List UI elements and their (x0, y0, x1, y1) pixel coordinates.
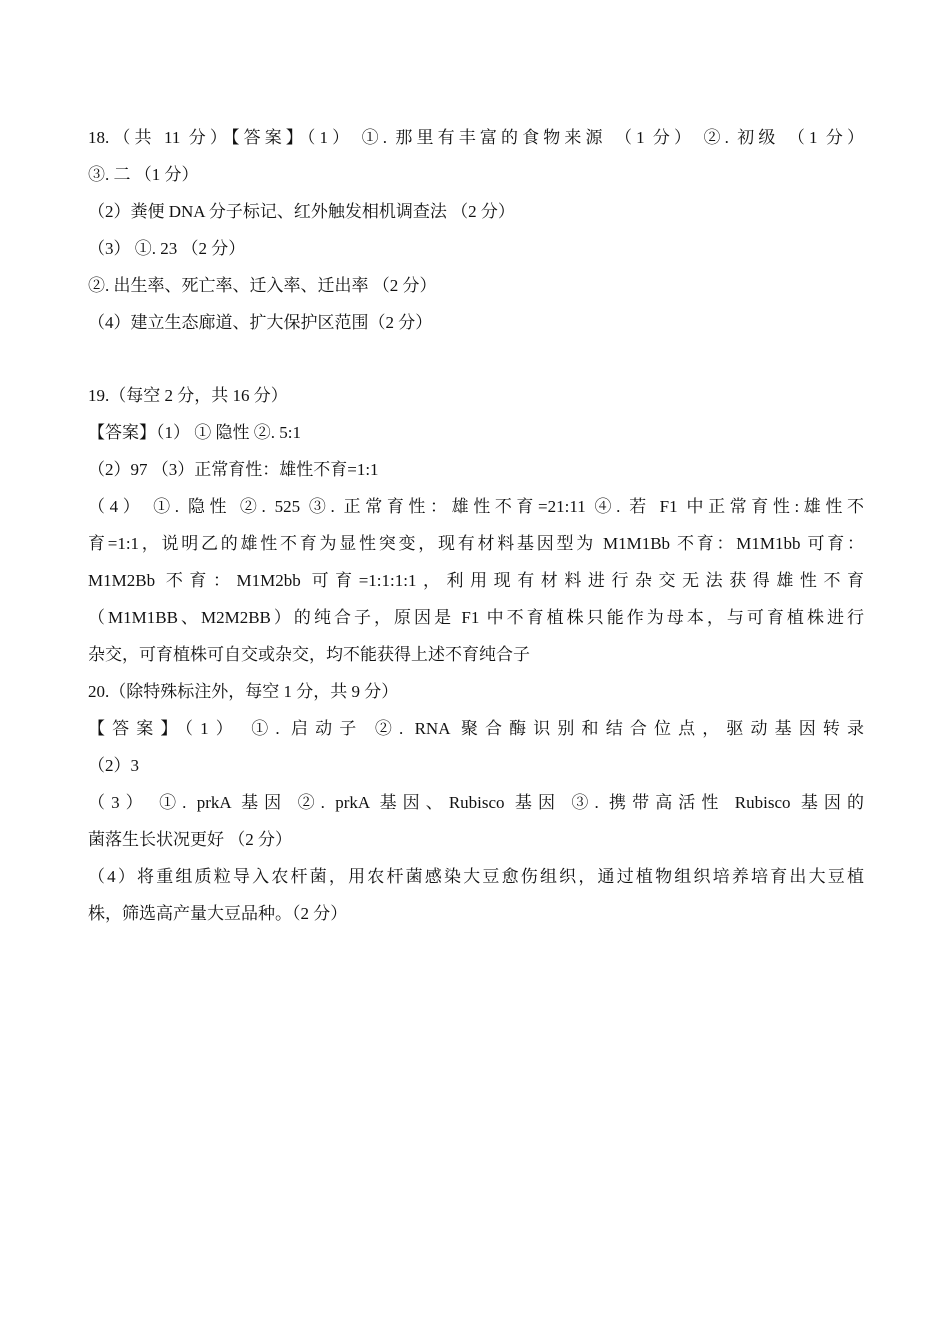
q18-line-5: ②. 出生率、死亡率、迁入率、迁出率 （2 分） (88, 276, 437, 295)
answer-document (88, 119, 864, 932)
question-20-answer (88, 673, 864, 932)
q19-line-1: 19.（每空 2 分，共 16 分） (88, 386, 288, 405)
question-19-answer (88, 377, 864, 673)
q19-line-7: （M1M1BB、M2M2BB）的纯合子，原因是 F1 中不育植株只能作为母本，与可育植株进行 (88, 608, 864, 627)
q20-line-4: （3） ①. prkA 基因 ②. prkA 基因、Rubisco 基因 ③. 携带高活性 Rubisco 基因的 (88, 793, 864, 812)
q19-line-2: 【答案】（1） ① 隐性 ②. 5:1 (88, 423, 301, 442)
q18-line-1: 18.（共 11 分）【答案】（1） ①. 那里有丰富的食物来源 （1 分） ②. 初级 （1 分） (88, 128, 864, 147)
q20-line-1: 20.（除特殊标注外，每空 1 分，共 9 分） (88, 682, 399, 701)
q20-line-7: 株，筛选高产量大豆品种。（2 分） (88, 904, 348, 923)
q18-line-6: （4）建立生态廊道、扩大保护区范围（2 分） (88, 313, 433, 332)
q19-line-6: M1M2Bb 不育：M1M2bb 可育=1:1:1:1，利用现有材料进行杂交无法获得雄性不育 (88, 571, 864, 590)
q18-line-3: （2）粪便 DNA 分子标记、红外触发相机调查法 （2 分） (88, 202, 515, 221)
q20-line-2: 【答案】（1） ①. 启动子 ②. RNA 聚合酶识别和结合位点，驱动基因转录 (88, 719, 864, 738)
q19-line-5: 育=1:1，说明乙的雄性不育为显性突变，现有材料基因型为 M1M1Bb 不育：M1M1bb 可育： (88, 534, 864, 553)
q20-line-6: （4）将重组质粒导入农杆菌，用农杆菌感染大豆愈伤组织，通过植物组织培养培育出大豆植 (88, 867, 864, 886)
q18-line-4: （3） ①. 23 （2 分） (88, 239, 246, 258)
q19-line-3: （2）97 （3）正常育性：雄性不育=1:1 (88, 460, 379, 479)
q18-line-2: ③. 二 （1 分） (88, 165, 199, 184)
q20-line-5: 菌落生长状况更好 （2 分） (88, 830, 292, 849)
q20-line-3: （2）3 (88, 756, 139, 775)
q19-line-4: （4） ①. 隐性 ②. 525 ③. 正常育性：雄性不育=21:11 ④. 若 F1 中正常育性:雄性不 (88, 497, 864, 516)
q19-line-8: 杂交，可育植株可自交或杂交，均不能获得上述不育纯合子 (88, 645, 530, 664)
section-spacer (88, 341, 864, 377)
question-18-answer (88, 119, 864, 341)
